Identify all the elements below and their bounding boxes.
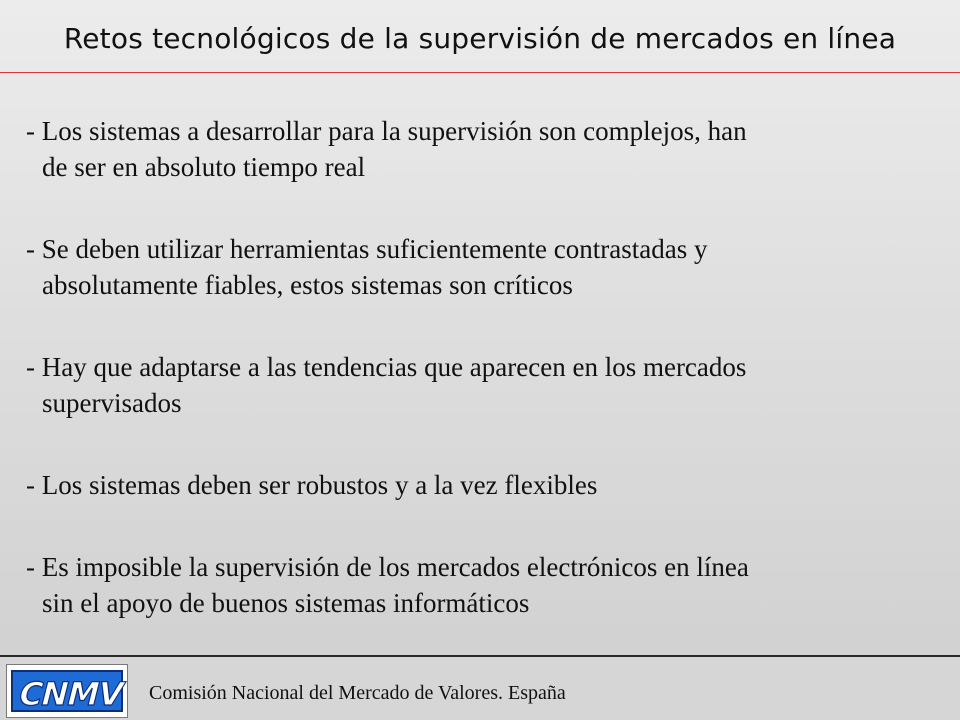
bullet-line: - Los sistemas deben ser robustos y a la vez flexibles	[26, 470, 598, 500]
bullet-line: absolutamente fiables, estos sistemas son críticos	[42, 270, 573, 300]
title-divider	[0, 72, 960, 73]
cnmv-logo	[6, 664, 128, 718]
bullet-item	[26, 549, 936, 621]
bullet-item	[26, 113, 936, 185]
bullet-item	[26, 467, 936, 503]
bullet-list	[26, 113, 936, 667]
logo-lettering	[7, 665, 129, 719]
footer	[0, 655, 960, 720]
logo-text: CNMV	[14, 675, 127, 713]
bullet-line: - Se deben utilizar herramientas suficientemente contrastadas y	[26, 234, 708, 264]
bullet-line: - Los sistemas a desarrollar para la supervisión son complejos, han	[26, 116, 747, 146]
organization-name: Comisión Nacional del Mercado de Valores. España	[149, 682, 566, 704]
slide-title: Retos tecnológicos de la supervisión de mercados en línea	[63, 22, 897, 55]
bullet-item	[26, 349, 936, 421]
bullet-line: de ser en absoluto tiempo real	[42, 152, 366, 182]
bullet-line: - Hay que adaptarse a las tendencias que aparecen en los mercados	[26, 352, 747, 382]
bullet-item	[26, 231, 936, 303]
footer-divider	[0, 655, 960, 657]
bullet-line: sin el apoyo de buenos sistemas informáticos	[42, 588, 530, 618]
bullet-line: supervisados	[42, 388, 182, 418]
bullet-line: - Es imposible la supervisión de los mercados electrónicos en línea	[26, 552, 749, 582]
